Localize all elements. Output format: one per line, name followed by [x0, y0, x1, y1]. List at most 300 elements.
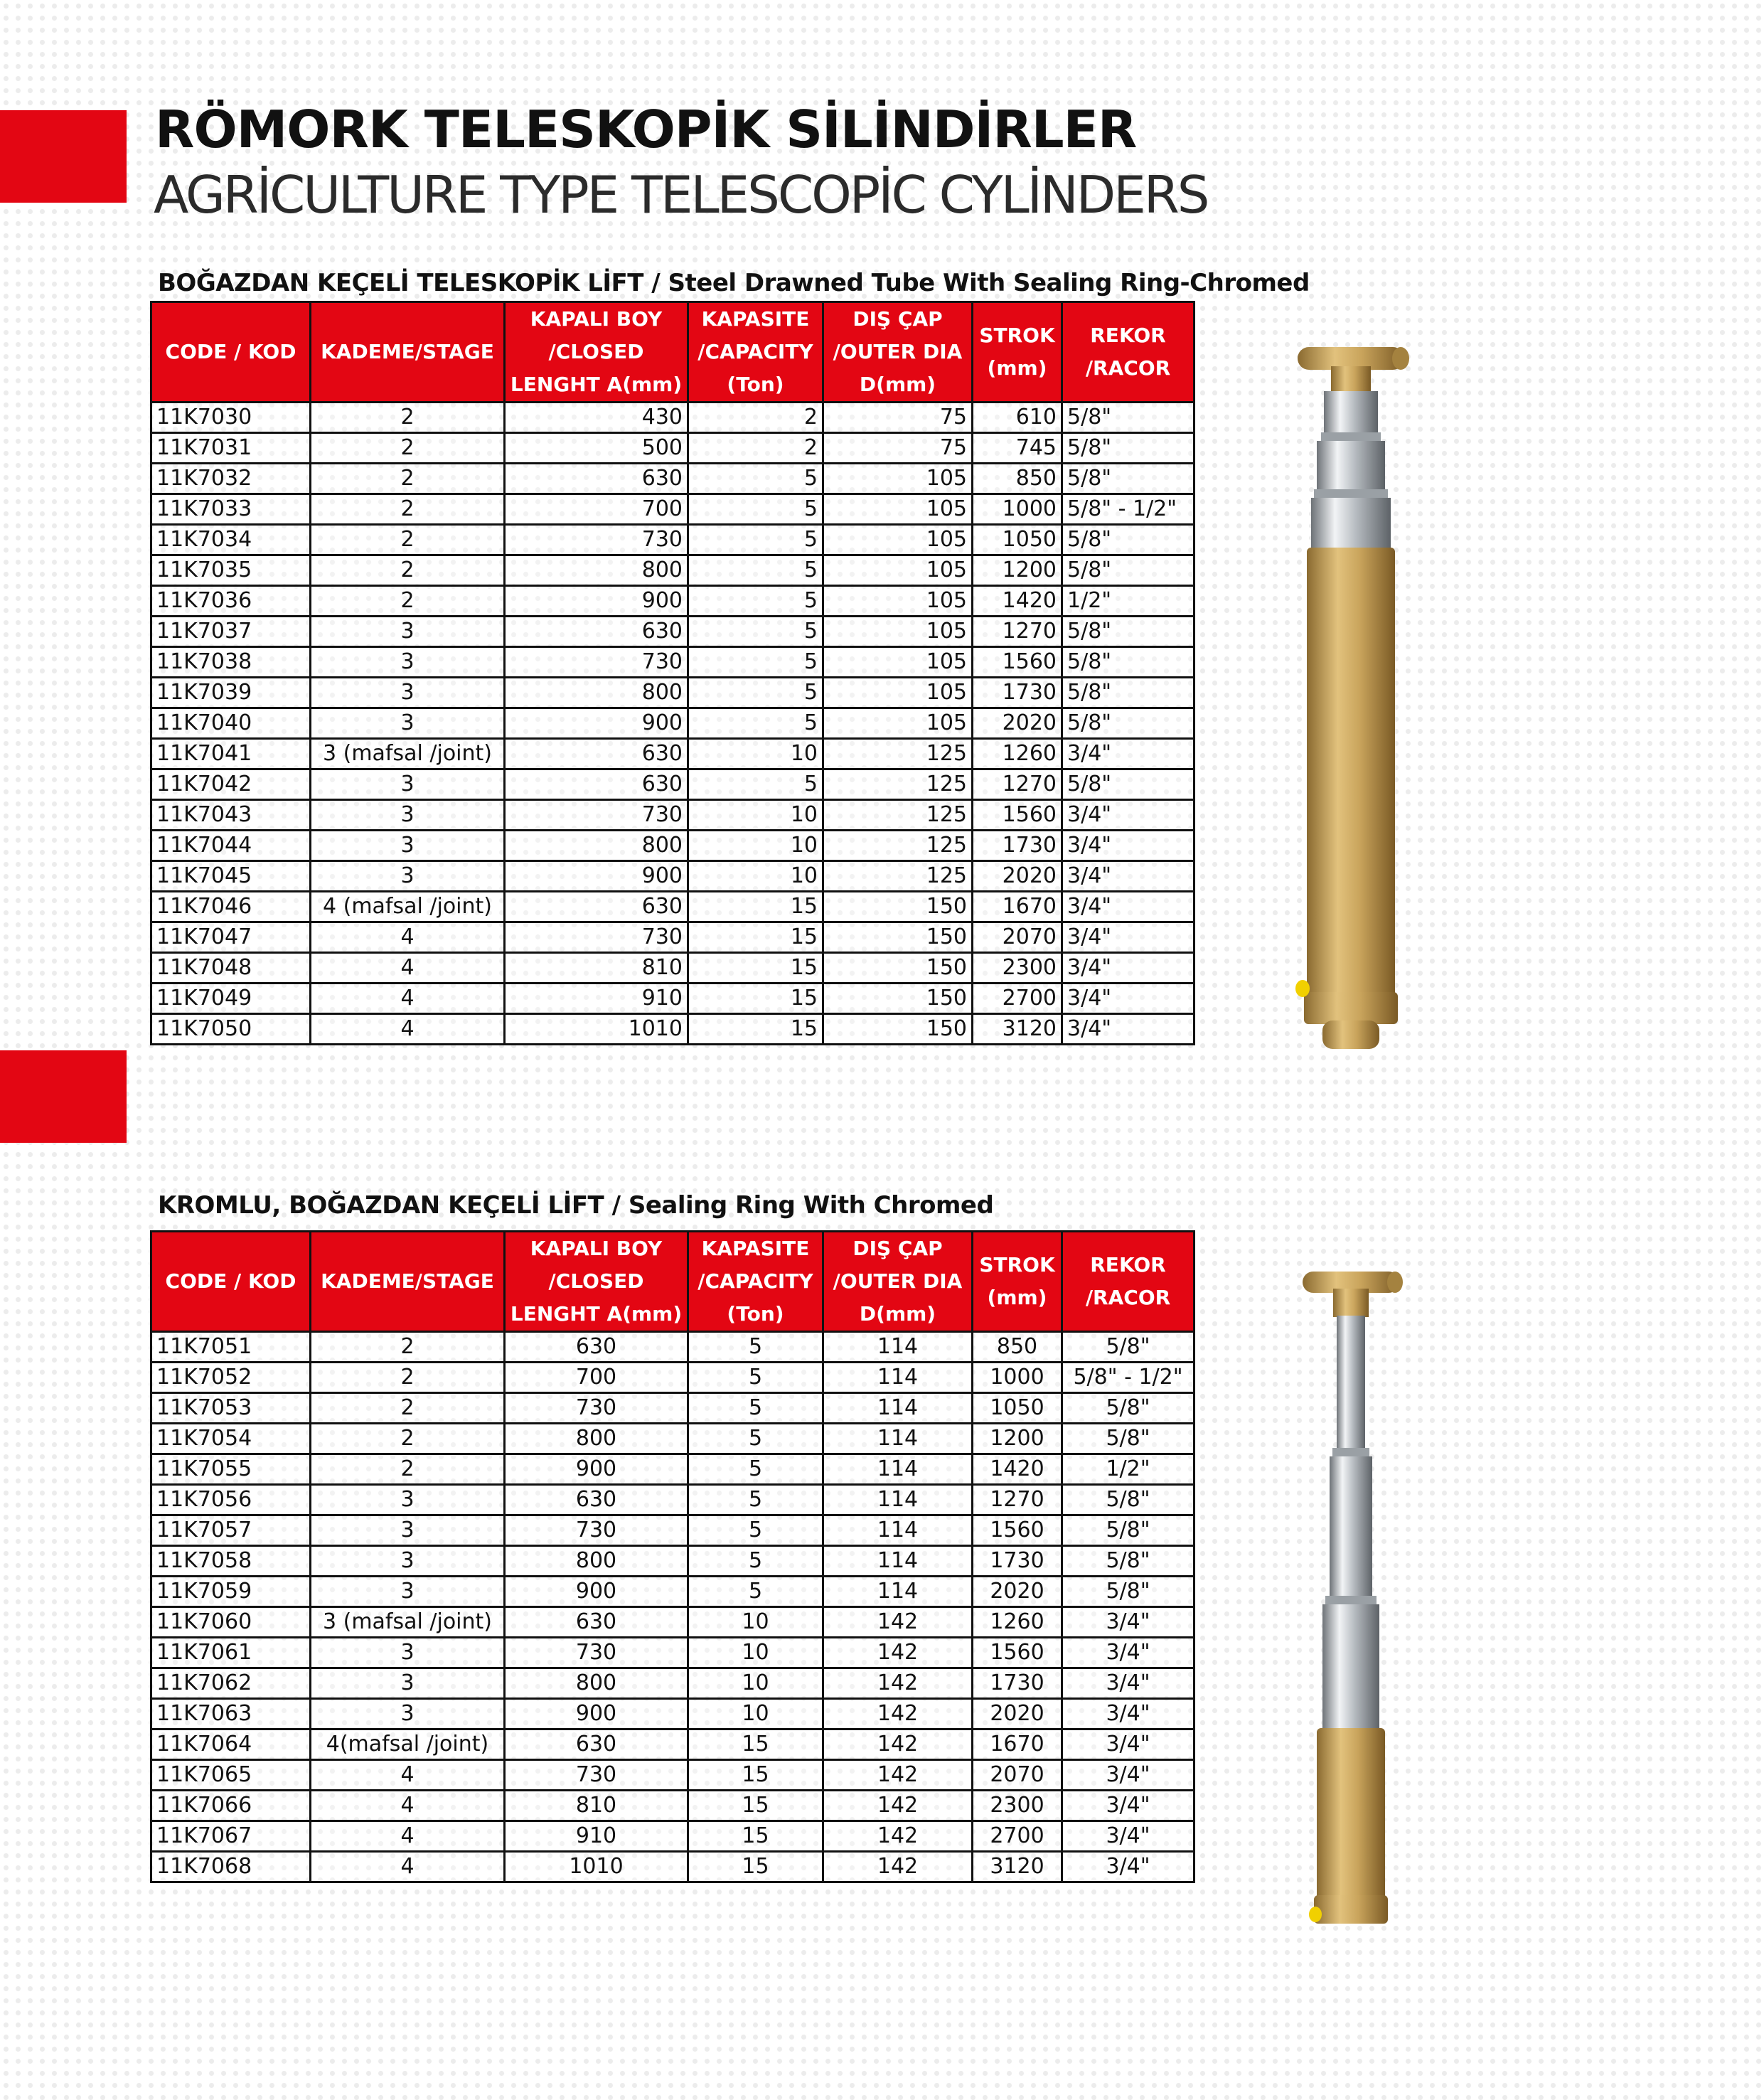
cell-strok: 1270: [973, 1485, 1062, 1515]
cell-outer-dia: 142: [823, 1607, 973, 1638]
cell-strok: 1000: [973, 494, 1062, 525]
cell-closed-length: 800: [505, 1424, 688, 1454]
cell-stage: 4: [311, 1791, 505, 1821]
cell-closed-length: 800: [505, 831, 688, 861]
cell-outer-dia: 142: [823, 1668, 973, 1699]
cell-stage: 4: [311, 1852, 505, 1882]
cell-outer-dia: 105: [823, 494, 973, 525]
cell-stage: 3: [311, 678, 505, 708]
cell-racor: 3/4": [1062, 1821, 1194, 1852]
cell-racor: 3/4": [1062, 1607, 1194, 1638]
header-closed-length: KAPALI BOY /CLOSED LENGHT A(mm): [505, 1232, 688, 1332]
cell-racor: 3/4": [1062, 953, 1194, 984]
cell-closed-length: 500: [505, 433, 688, 464]
cell-closed-length: 730: [505, 1393, 688, 1424]
cell-outer-dia: 105: [823, 464, 973, 494]
telescopic-cylinder-photo-1: [1280, 334, 1422, 1074]
cell-closed-length: 630: [505, 769, 688, 800]
cell-stage: 3: [311, 1485, 505, 1515]
cell-capacity: 15: [688, 953, 823, 984]
cell-strok: 1560: [973, 800, 1062, 831]
cell-capacity: 5: [688, 586, 823, 617]
cell-code: 11K7041: [151, 739, 311, 769]
table-row: [151, 800, 1194, 831]
cell-strok: 1260: [973, 739, 1062, 769]
cell-closed-length: 700: [505, 1363, 688, 1393]
cell-closed-length: 730: [505, 922, 688, 953]
cell-outer-dia: 105: [823, 586, 973, 617]
cell-outer-dia: 114: [823, 1485, 973, 1515]
cell-racor: 3/4": [1062, 1014, 1194, 1045]
cell-racor: 5/8" - 1/2": [1062, 1363, 1194, 1393]
cell-capacity: 5: [688, 464, 823, 494]
cell-racor: 3/4": [1062, 984, 1194, 1014]
cell-racor: 5/8": [1062, 1485, 1194, 1515]
cell-capacity: 15: [688, 922, 823, 953]
cell-outer-dia: 150: [823, 1014, 973, 1045]
cell-racor: 5/8": [1062, 617, 1194, 647]
cell-racor: 5/8": [1062, 1577, 1194, 1607]
cell-racor: 1/2": [1062, 1454, 1194, 1485]
cell-closed-length: 900: [505, 1577, 688, 1607]
cell-strok: 1730: [973, 1668, 1062, 1699]
cell-racor: 3/4": [1062, 831, 1194, 861]
cell-strok: 2300: [973, 953, 1062, 984]
cell-racor: 5/8": [1062, 464, 1194, 494]
cell-code: 11K7067: [151, 1821, 311, 1852]
cell-outer-dia: 114: [823, 1424, 973, 1454]
cell-racor: 5/8": [1062, 678, 1194, 708]
cell-outer-dia: 142: [823, 1852, 973, 1882]
cell-outer-dia: 150: [823, 892, 973, 922]
cell-strok: 1260: [973, 1607, 1062, 1638]
cell-code: 11K7061: [151, 1638, 311, 1668]
table-row: [151, 494, 1194, 525]
cell-strok: 2070: [973, 922, 1062, 953]
cell-stage: 4: [311, 1760, 505, 1791]
cell-closed-length: 430: [505, 403, 688, 433]
cell-strok: 2070: [973, 1760, 1062, 1791]
telescopic-cylinder-photo-2: [1287, 1259, 1415, 1956]
cell-closed-length: 910: [505, 984, 688, 1014]
cell-code: 11K7052: [151, 1363, 311, 1393]
cell-closed-length: 630: [505, 1485, 688, 1515]
table-row: [151, 1332, 1194, 1363]
cell-strok: 1670: [973, 892, 1062, 922]
cell-closed-length: 900: [505, 1454, 688, 1485]
cell-stage: 3: [311, 861, 505, 892]
cell-stage: 3: [311, 617, 505, 647]
cell-capacity: 5: [688, 769, 823, 800]
cell-capacity: 10: [688, 1638, 823, 1668]
cell-stage: 4 (mafsal /joint): [311, 892, 505, 922]
table-row: [151, 984, 1194, 1014]
cell-capacity: 2: [688, 403, 823, 433]
cell-stage: 3: [311, 800, 505, 831]
table-row: [151, 1515, 1194, 1546]
cell-outer-dia: 125: [823, 800, 973, 831]
cell-capacity: 5: [688, 555, 823, 586]
cell-capacity: 5: [688, 1363, 823, 1393]
cell-capacity: 10: [688, 739, 823, 769]
cell-closed-length: 810: [505, 953, 688, 984]
cell-closed-length: 800: [505, 1668, 688, 1699]
cell-strok: 2020: [973, 1699, 1062, 1729]
cell-closed-length: 810: [505, 1791, 688, 1821]
cell-stage: 3: [311, 1546, 505, 1577]
cell-racor: 5/8": [1062, 525, 1194, 555]
cell-stage: 3 (mafsal /joint): [311, 1607, 505, 1638]
cell-code: 11K7048: [151, 953, 311, 984]
cell-stage: 2: [311, 586, 505, 617]
cell-racor: 5/8": [1062, 708, 1194, 739]
table-row: [151, 1729, 1194, 1760]
cell-strok: 2020: [973, 861, 1062, 892]
cell-racor: 3/4": [1062, 1699, 1194, 1729]
cell-closed-length: 730: [505, 1638, 688, 1668]
cell-racor: 3/4": [1062, 1791, 1194, 1821]
cell-stage: 3: [311, 1699, 505, 1729]
header-code: CODE / KOD: [151, 302, 311, 403]
table-row: [151, 1668, 1194, 1699]
cell-racor: 3/4": [1062, 1760, 1194, 1791]
cell-capacity: 5: [688, 1485, 823, 1515]
header-racor: REKOR /RACOR: [1062, 302, 1194, 403]
cell-code: 11K7035: [151, 555, 311, 586]
table-row: [151, 555, 1194, 586]
cell-strok: 1200: [973, 555, 1062, 586]
table-row: [151, 1393, 1194, 1424]
cell-code: 11K7045: [151, 861, 311, 892]
cell-stage: 3: [311, 708, 505, 739]
cell-closed-length: 800: [505, 678, 688, 708]
cell-closed-length: 1010: [505, 1852, 688, 1882]
cell-stage: 4: [311, 1014, 505, 1045]
cell-strok: 850: [973, 464, 1062, 494]
cell-closed-length: 630: [505, 739, 688, 769]
cell-racor: 3/4": [1062, 739, 1194, 769]
cell-strok: 1730: [973, 678, 1062, 708]
cell-capacity: 5: [688, 1546, 823, 1577]
cell-outer-dia: 150: [823, 984, 973, 1014]
cell-code: 11K7049: [151, 984, 311, 1014]
cell-capacity: 5: [688, 678, 823, 708]
cell-strok: 3120: [973, 1852, 1062, 1882]
cell-outer-dia: 125: [823, 831, 973, 861]
cell-code: 11K7063: [151, 1699, 311, 1729]
cell-outer-dia: 142: [823, 1791, 973, 1821]
cell-stage: 2: [311, 1332, 505, 1363]
cell-strok: 850: [973, 1332, 1062, 1363]
header-closed-length: KAPALI BOY /CLOSED LENGHT A(mm): [505, 302, 688, 403]
cell-racor: 5/8": [1062, 555, 1194, 586]
spec-table-chromed: [150, 1230, 1195, 1883]
cell-outer-dia: 114: [823, 1546, 973, 1577]
table-row: [151, 433, 1194, 464]
cell-strok: 1000: [973, 1363, 1062, 1393]
cell-stage: 2: [311, 1454, 505, 1485]
cell-stage: 4: [311, 1821, 505, 1852]
cell-outer-dia: 142: [823, 1638, 973, 1668]
cell-closed-length: 730: [505, 1760, 688, 1791]
cell-outer-dia: 142: [823, 1760, 973, 1791]
cell-capacity: 5: [688, 494, 823, 525]
table-row: [151, 769, 1194, 800]
table-row: [151, 403, 1194, 433]
cell-closed-length: 730: [505, 525, 688, 555]
cell-strok: 1560: [973, 1515, 1062, 1546]
cell-racor: 3/4": [1062, 1852, 1194, 1882]
table-row: [151, 464, 1194, 494]
cell-strok: 1730: [973, 1546, 1062, 1577]
cell-strok: 2700: [973, 1821, 1062, 1852]
cell-capacity: 15: [688, 1729, 823, 1760]
cell-closed-length: 730: [505, 800, 688, 831]
cell-code: 11K7038: [151, 647, 311, 678]
cell-racor: 5/8": [1062, 433, 1194, 464]
cell-stage: 2: [311, 525, 505, 555]
cell-code: 11K7066: [151, 1791, 311, 1821]
table-row: [151, 1546, 1194, 1577]
cell-stage: 4: [311, 953, 505, 984]
cell-outer-dia: 142: [823, 1699, 973, 1729]
table-row: [151, 953, 1194, 984]
cell-stage: 3: [311, 1515, 505, 1546]
cell-strok: 1560: [973, 647, 1062, 678]
cell-code: 11K7054: [151, 1424, 311, 1454]
cell-stage: 3 (mafsal /joint): [311, 739, 505, 769]
cell-stage: 2: [311, 464, 505, 494]
cell-stage: 4(mafsal /joint): [311, 1729, 505, 1760]
cell-stage: 2: [311, 555, 505, 586]
cell-racor: 5/8": [1062, 403, 1194, 433]
cell-closed-length: 630: [505, 892, 688, 922]
table-row: [151, 1638, 1194, 1668]
cell-code: 11K7059: [151, 1577, 311, 1607]
cell-capacity: 10: [688, 1668, 823, 1699]
section-1-title: BOĞAZDAN KEÇELİ TELESKOPİK LİFT / Steel Drawned Tube With Sealing Ring-Chromed: [158, 269, 1310, 297]
cell-closed-length: 630: [505, 1729, 688, 1760]
cell-outer-dia: 114: [823, 1454, 973, 1485]
cell-racor: 3/4": [1062, 922, 1194, 953]
cell-strok: 1730: [973, 831, 1062, 861]
cell-capacity: 15: [688, 1014, 823, 1045]
cell-code: 11K7040: [151, 708, 311, 739]
header-strok: STROK (mm): [973, 1232, 1062, 1332]
cell-outer-dia: 114: [823, 1332, 973, 1363]
header-code: CODE / KOD: [151, 1232, 311, 1332]
cell-code: 11K7053: [151, 1393, 311, 1424]
cell-outer-dia: 75: [823, 403, 973, 433]
cell-outer-dia: 114: [823, 1393, 973, 1424]
header-racor: REKOR /RACOR: [1062, 1232, 1194, 1332]
table-row: [151, 739, 1194, 769]
cell-outer-dia: 105: [823, 647, 973, 678]
cell-code: 11K7036: [151, 586, 311, 617]
cell-strok: 610: [973, 403, 1062, 433]
cell-racor: 5/8": [1062, 1332, 1194, 1363]
cell-stage: 3: [311, 1577, 505, 1607]
red-accent-block-top: [0, 110, 127, 203]
cell-strok: 1050: [973, 1393, 1062, 1424]
table-row: [151, 1424, 1194, 1454]
cell-code: 11K7065: [151, 1760, 311, 1791]
header-strok: STROK (mm): [973, 302, 1062, 403]
cell-code: 11K7043: [151, 800, 311, 831]
cell-racor: 5/8": [1062, 647, 1194, 678]
table-row: [151, 1485, 1194, 1515]
table-row: [151, 1760, 1194, 1791]
table-row: [151, 678, 1194, 708]
cell-code: 11K7031: [151, 433, 311, 464]
table-row: [151, 861, 1194, 892]
cell-closed-length: 900: [505, 586, 688, 617]
cell-capacity: 15: [688, 1791, 823, 1821]
cell-outer-dia: 105: [823, 678, 973, 708]
section-2-title: KROMLU, BOĞAZDAN KEÇELİ LİFT / Sealing Ring With Chromed: [158, 1191, 994, 1220]
cell-closed-length: 900: [505, 708, 688, 739]
cell-code: 11K7032: [151, 464, 311, 494]
cell-outer-dia: 105: [823, 525, 973, 555]
table-row: [151, 1791, 1194, 1821]
cell-code: 11K7030: [151, 403, 311, 433]
cell-racor: 5/8": [1062, 769, 1194, 800]
cell-strok: 2300: [973, 1791, 1062, 1821]
table-row: [151, 1852, 1194, 1882]
cell-capacity: 15: [688, 1821, 823, 1852]
cell-stage: 2: [311, 1424, 505, 1454]
header-outer-dia: DIŞ ÇAP /OUTER DIA D(mm): [823, 302, 973, 403]
cell-outer-dia: 142: [823, 1729, 973, 1760]
cell-racor: 3/4": [1062, 1729, 1194, 1760]
cell-capacity: 15: [688, 1760, 823, 1791]
cell-closed-length: 800: [505, 555, 688, 586]
cell-strok: 1670: [973, 1729, 1062, 1760]
table-row: [151, 1363, 1194, 1393]
cell-strok: 745: [973, 433, 1062, 464]
cell-capacity: 10: [688, 1607, 823, 1638]
table-row: [151, 617, 1194, 647]
cell-stage: 2: [311, 403, 505, 433]
table-row: [151, 1607, 1194, 1638]
cell-code: 11K7056: [151, 1485, 311, 1515]
cell-code: 11K7055: [151, 1454, 311, 1485]
cell-stage: 2: [311, 494, 505, 525]
cell-capacity: 10: [688, 1699, 823, 1729]
cell-capacity: 10: [688, 831, 823, 861]
cell-closed-length: 630: [505, 464, 688, 494]
header-capacity: KAPASITE /CAPACITY (Ton): [688, 1232, 823, 1332]
cell-closed-length: 910: [505, 1821, 688, 1852]
page-title-turkish: RÖMORK TELESKOPİK SİLİNDİRLER: [155, 100, 1137, 159]
cell-outer-dia: 125: [823, 769, 973, 800]
cell-strok: 1270: [973, 769, 1062, 800]
cell-closed-length: 630: [505, 617, 688, 647]
cell-code: 11K7062: [151, 1668, 311, 1699]
cell-racor: 5/8": [1062, 1546, 1194, 1577]
cell-stage: 3: [311, 1668, 505, 1699]
cell-strok: 1420: [973, 586, 1062, 617]
cell-racor: 3/4": [1062, 1668, 1194, 1699]
cell-stage: 3: [311, 831, 505, 861]
cell-code: 11K7060: [151, 1607, 311, 1638]
cell-stage: 3: [311, 647, 505, 678]
cell-racor: 5/8": [1062, 1515, 1194, 1546]
cell-capacity: 10: [688, 800, 823, 831]
cell-outer-dia: 125: [823, 739, 973, 769]
cell-code: 11K7033: [151, 494, 311, 525]
cell-strok: 1270: [973, 617, 1062, 647]
cell-strok: 2700: [973, 984, 1062, 1014]
cell-code: 11K7039: [151, 678, 311, 708]
header-stage: KADEME/STAGE: [311, 1232, 505, 1332]
cell-strok: 1560: [973, 1638, 1062, 1668]
cell-stage: 2: [311, 433, 505, 464]
cell-capacity: 5: [688, 647, 823, 678]
table-row: [151, 1821, 1194, 1852]
spec-table-steel-drawn: [150, 301, 1195, 1045]
red-accent-block-middle: [0, 1050, 127, 1143]
cell-code: 11K7044: [151, 831, 311, 861]
cell-stage: 3: [311, 769, 505, 800]
table-row: [151, 1014, 1194, 1045]
cell-code: 11K7042: [151, 769, 311, 800]
cell-racor: 3/4": [1062, 800, 1194, 831]
cell-stage: 2: [311, 1393, 505, 1424]
cell-capacity: 10: [688, 861, 823, 892]
cell-strok: 2020: [973, 1577, 1062, 1607]
table-row: [151, 1454, 1194, 1485]
cell-closed-length: 630: [505, 1607, 688, 1638]
cell-racor: 5/8" - 1/2": [1062, 494, 1194, 525]
cell-closed-length: 730: [505, 1515, 688, 1546]
table-header-row: [151, 302, 1194, 403]
cell-capacity: 5: [688, 525, 823, 555]
cell-outer-dia: 114: [823, 1515, 973, 1546]
header-capacity: KAPASITE /CAPACITY (Ton): [688, 302, 823, 403]
cell-outer-dia: 114: [823, 1577, 973, 1607]
cell-code: 11K7064: [151, 1729, 311, 1760]
table-row: [151, 831, 1194, 861]
cell-racor: 5/8": [1062, 1424, 1194, 1454]
cell-closed-length: 900: [505, 1699, 688, 1729]
cell-code: 11K7046: [151, 892, 311, 922]
cell-racor: 1/2": [1062, 586, 1194, 617]
table-row: [151, 708, 1194, 739]
cell-outer-dia: 105: [823, 555, 973, 586]
cell-capacity: 15: [688, 1852, 823, 1882]
cell-stage: 4: [311, 922, 505, 953]
cell-strok: 3120: [973, 1014, 1062, 1045]
cell-closed-length: 730: [505, 647, 688, 678]
cell-strok: 2020: [973, 708, 1062, 739]
cell-strok: 1200: [973, 1424, 1062, 1454]
cell-outer-dia: 75: [823, 433, 973, 464]
cell-capacity: 2: [688, 433, 823, 464]
cell-capacity: 15: [688, 984, 823, 1014]
table-row: [151, 892, 1194, 922]
header-outer-dia: DIŞ ÇAP /OUTER DIA D(mm): [823, 1232, 973, 1332]
cell-racor: 5/8": [1062, 1393, 1194, 1424]
cell-closed-length: 800: [505, 1546, 688, 1577]
cell-capacity: 5: [688, 1515, 823, 1546]
cell-code: 11K7034: [151, 525, 311, 555]
cell-capacity: 15: [688, 892, 823, 922]
cell-code: 11K7037: [151, 617, 311, 647]
cell-capacity: 5: [688, 708, 823, 739]
cell-outer-dia: 150: [823, 922, 973, 953]
page-title-english: AGRİCULTURE TYPE TELESCOPİC CYLİNDERS: [154, 165, 1208, 225]
